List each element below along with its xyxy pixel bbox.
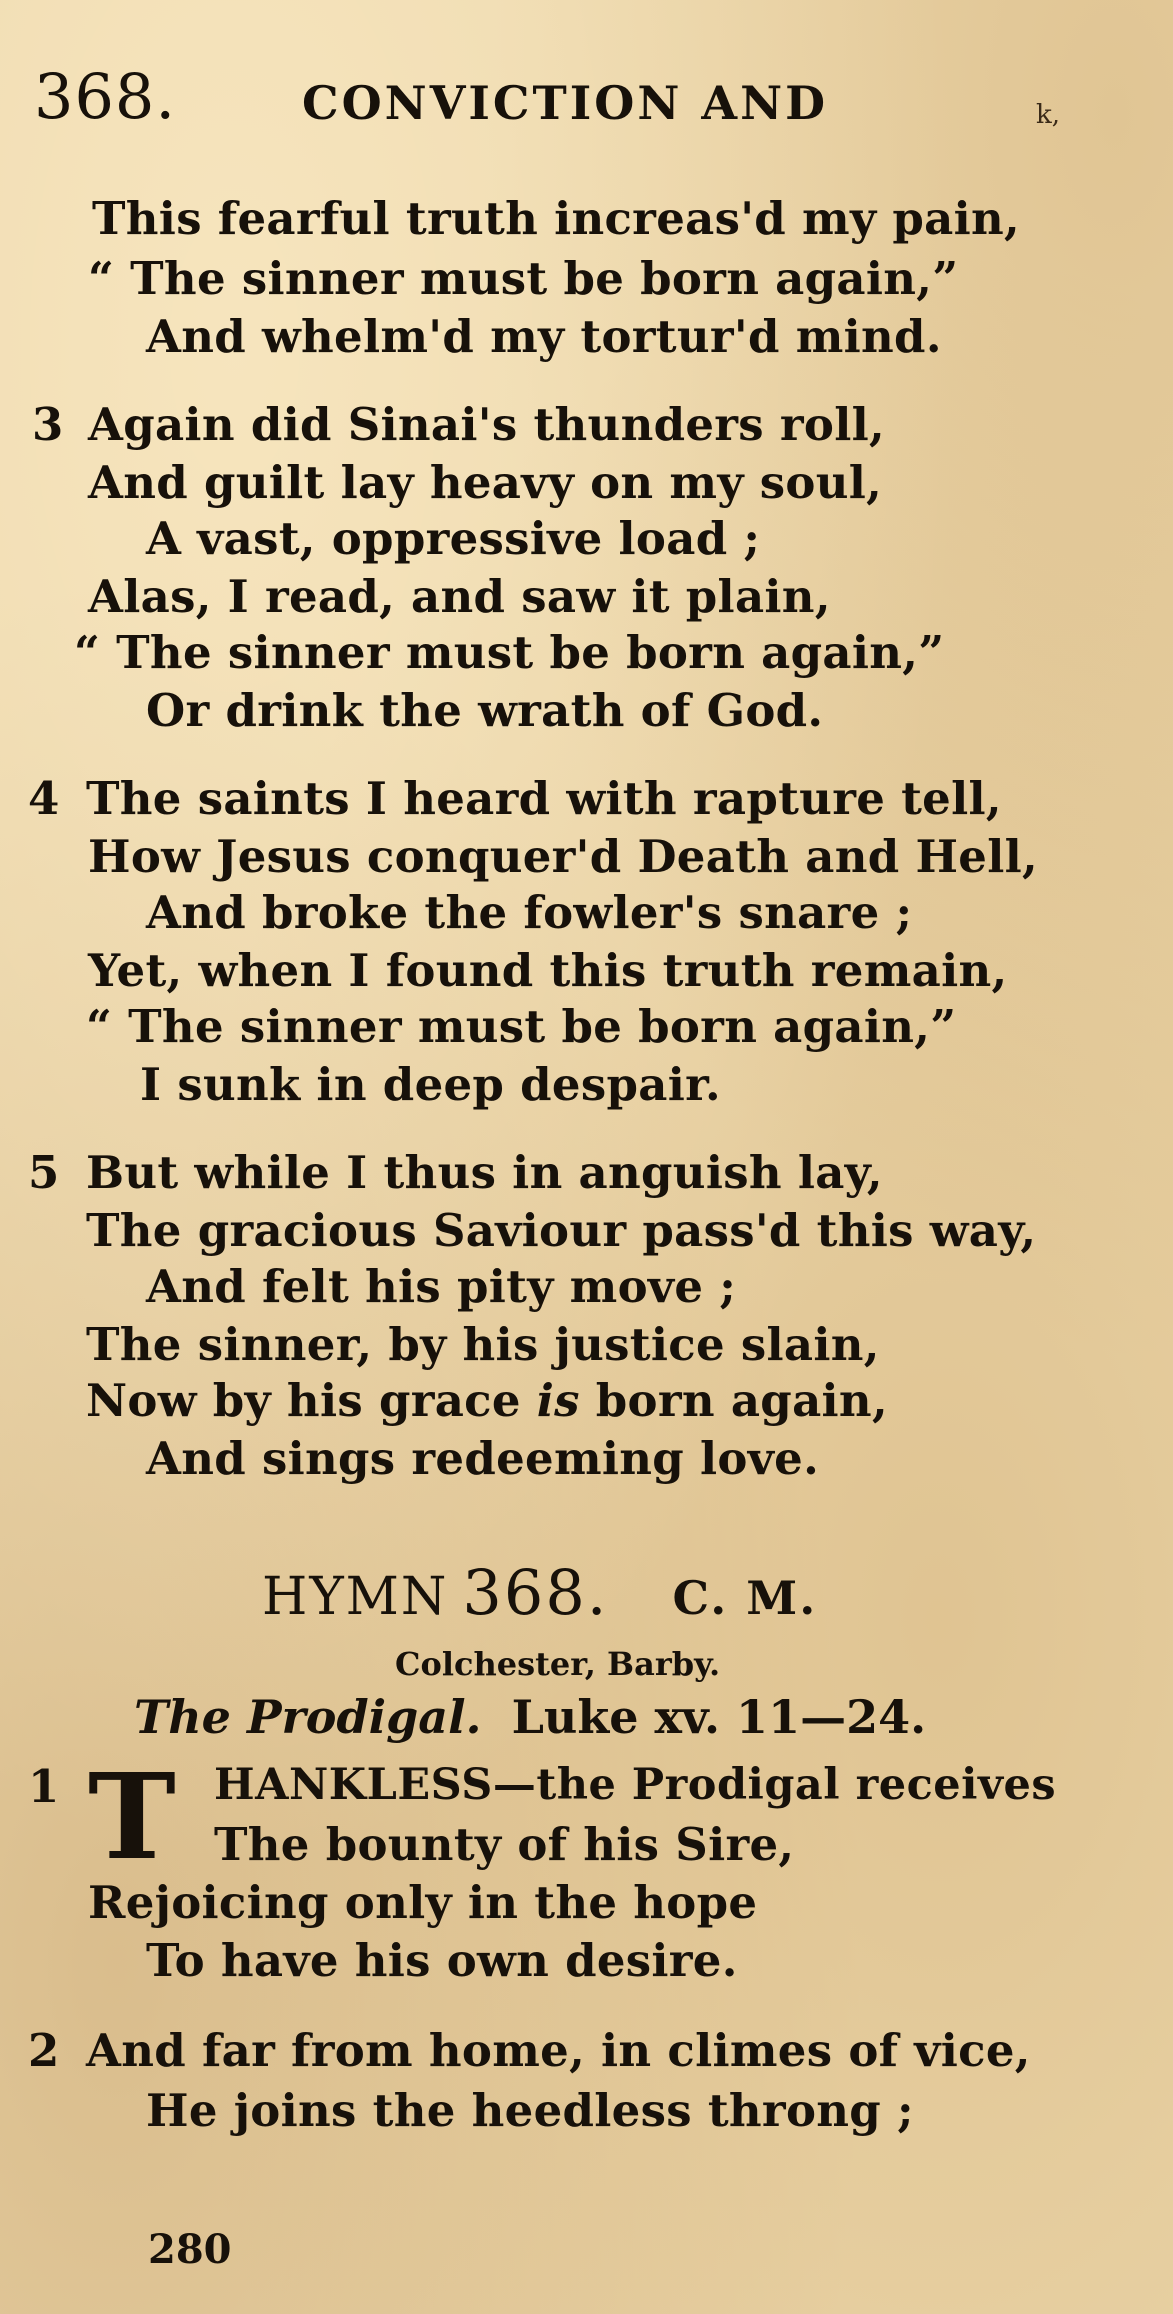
verse-line: I sunk in deep despair.: [140, 1058, 721, 1111]
page-number: 368.: [34, 60, 177, 133]
hymn-meter: C. M.: [672, 1571, 818, 1625]
hymn-heading: [262, 1556, 817, 1629]
hymn-label: HYMN: [262, 1567, 449, 1627]
verse-line: Now by his grace is born again,: [86, 1374, 888, 1427]
hymn-title: The Prodigal.: [134, 1690, 482, 1744]
verse-line: The bounty of his Sire,: [214, 1818, 795, 1871]
verse-line: To have his own desire.: [146, 1934, 738, 1987]
verse-line: But while I thus in anguish lay,: [86, 1146, 883, 1199]
verse-line: HANKLESS—the Prodigal receives: [214, 1760, 1057, 1810]
tune-names: Colchester, Barby.: [395, 1645, 721, 1683]
emphasis: is: [536, 1374, 580, 1427]
verse-line: Yet, when I found this truth remain,: [88, 944, 1008, 997]
verse-line: Or drink the wrath of God.: [146, 684, 824, 737]
verse-line: And guilt lay heavy on my soul,: [88, 456, 883, 509]
stanza-number: 5: [28, 1146, 60, 1199]
stanza-number: 4: [28, 772, 60, 825]
verse-line: He joins the heedless throng ;: [146, 2084, 914, 2137]
verse-line: And whelm'd my tortur'd mind.: [146, 310, 942, 363]
verse-line: This fearful truth increas'd my pain,: [92, 192, 1020, 245]
verse-line: “ The sinner must be born again,”: [74, 626, 945, 679]
verse-line: “ The sinner must be born again,”: [88, 252, 959, 305]
hymn-number: 368.: [462, 1556, 609, 1629]
stanza-number: 2: [28, 2024, 60, 2077]
stanza-number: 1: [28, 1760, 60, 1813]
scripture-reference: Luke xv. 11—24.: [511, 1690, 927, 1744]
signature-mark: 280: [148, 2226, 232, 2273]
verse-line: How Jesus conquer'd Death and Hell,: [88, 830, 1038, 883]
verse-line: Alas, I read, and saw it plain,: [88, 570, 831, 623]
verse-line: The saints I heard with rapture tell,: [86, 772, 1002, 825]
verse-line: The sinner, by his justice slain,: [86, 1318, 880, 1371]
corner-mark: k,: [1036, 100, 1061, 130]
verse-line: And sings redeeming love.: [146, 1432, 820, 1485]
stanza-number: 3: [32, 398, 64, 451]
drop-cap: T: [88, 1747, 176, 1886]
running-title: CONVICTION AND: [302, 76, 829, 130]
verse-line: Rejoicing only in the hope: [88, 1876, 758, 1929]
verse-line: A vast, oppressive load ;: [146, 512, 761, 565]
verse-line: And felt his pity move ;: [146, 1260, 737, 1313]
verse-line: “ The sinner must be born again,”: [86, 1000, 957, 1053]
hymn-subject: [134, 1690, 926, 1744]
page-header: [34, 60, 1134, 140]
verse-line: The gracious Saviour pass'd this way,: [86, 1204, 1037, 1257]
verse-line: And broke the fowler's snare ;: [146, 886, 913, 939]
verse-line: And far from home, in climes of vice,: [86, 2024, 1031, 2077]
verse-line: Again did Sinai's thunders roll,: [88, 398, 885, 451]
